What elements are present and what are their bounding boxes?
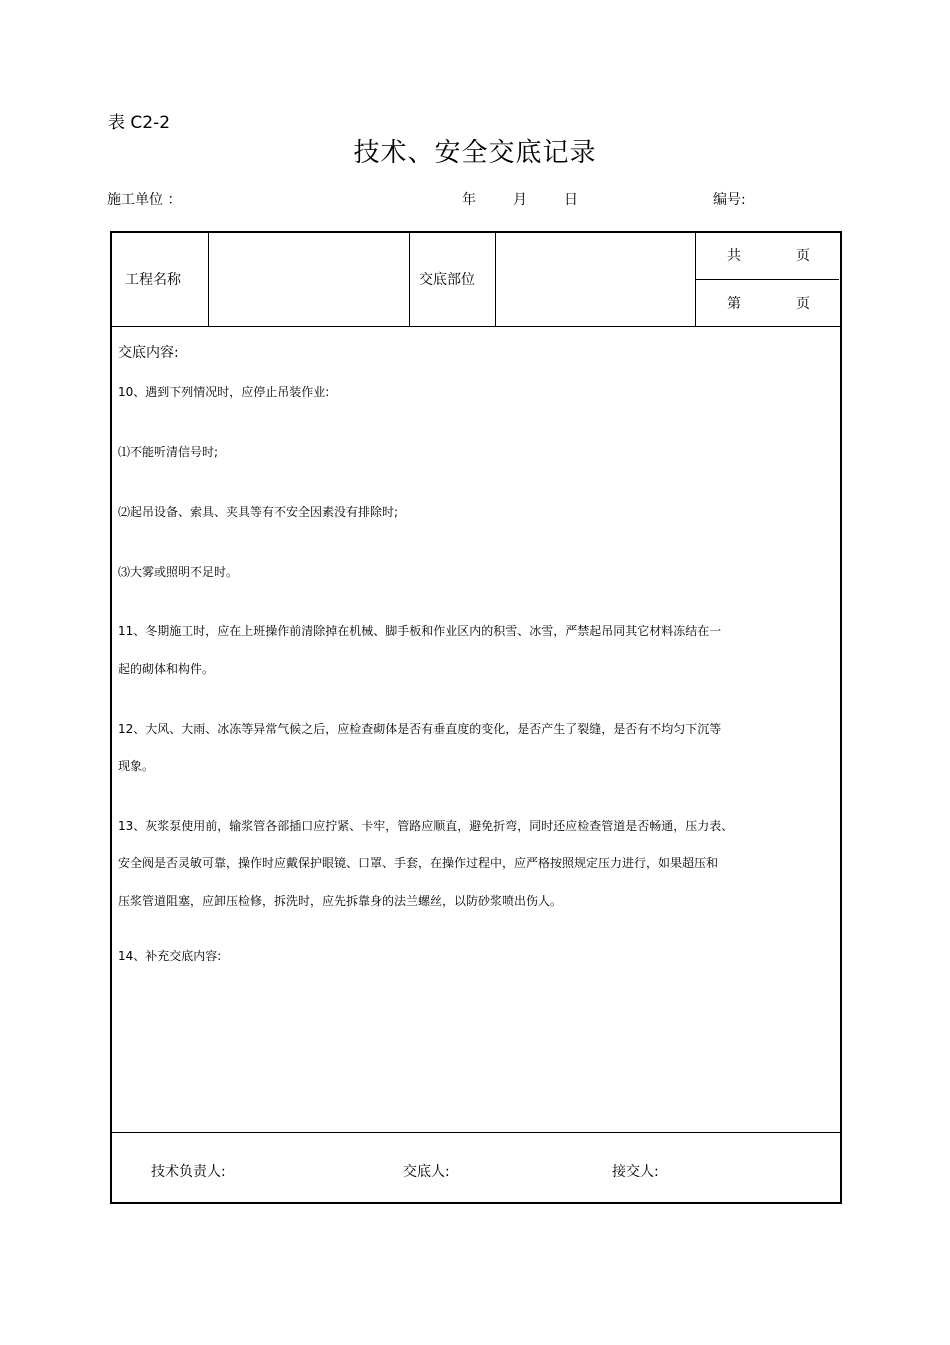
column-divider xyxy=(495,231,496,327)
total-pages-label: 共 xyxy=(727,248,741,264)
year-label: 年 xyxy=(462,192,476,208)
day-label: 日 xyxy=(564,192,578,208)
content-line: 14、补充交底内容: xyxy=(118,949,222,963)
content-line: 10、遇到下列情况时，应停止吊装作业: xyxy=(118,385,330,399)
content-line: 压浆管道阻塞，应卸压检修，拆洗时，应先拆靠身的法兰螺丝，以防砂浆喷出伤人。 xyxy=(118,894,563,908)
disclosure-location-label: 交底部位 xyxy=(419,272,475,288)
construction-unit-label: 施工单位 ： xyxy=(107,192,182,208)
discloser-label: 交底人: xyxy=(403,1164,450,1180)
content-line: ⑴不能听清信号时; xyxy=(118,445,219,459)
column-divider xyxy=(208,231,209,327)
month-label: 月 xyxy=(513,192,527,208)
form-code: 表 C2-2 xyxy=(108,113,171,133)
content-line: 安全阀是否灵敏可靠，操作时应戴保护眼镜、口罩、手套，在操作过程中，应严格按照规定压力进行，如果超压和 xyxy=(118,856,719,870)
content-line: 12、大风、大雨、冰冻等异常气候之后，应检查砌体是否有垂直度的变化，是否产生了裂缝，是否有不均匀下沉等 xyxy=(118,722,722,736)
serial-number-label: 编号: xyxy=(713,192,746,208)
project-name-label: 工程名称 xyxy=(125,272,181,288)
page-title: 技术、安全交底记录 xyxy=(353,138,597,168)
column-divider xyxy=(409,231,410,327)
tech-lead-label: 技术负责人: xyxy=(151,1164,226,1180)
row-divider xyxy=(110,326,840,327)
content-line: 起的砌体和构件。 xyxy=(118,662,215,676)
page-cell-divider xyxy=(695,279,839,280)
current-page-unit: 页 xyxy=(796,296,810,312)
content-line: ⑶大雾或照明不足时。 xyxy=(118,565,239,579)
content-line: 13、灰浆泵使用前，输浆管各部插口应拧紧、卡牢，管路应顺直，避免折弯，同时还应检查管道是否畅通，压力表、 xyxy=(118,819,734,833)
content-line: 11、冬期施工时，应在上班操作前清除掉在机械、脚手板和作业区内的积雪、冰雪，严禁起吊同其它材料冻结在一 xyxy=(118,624,722,638)
receiver-label: 接交人: xyxy=(612,1164,659,1180)
content-heading: 交底内容: xyxy=(118,345,179,361)
current-page-label: 第 xyxy=(727,296,741,312)
content-line: ⑵起吊设备、索具、夹具等有不安全因素没有排除时; xyxy=(118,505,399,519)
content-line: 现象。 xyxy=(118,759,155,773)
disclosure-form-table xyxy=(110,231,842,1204)
total-pages-unit: 页 xyxy=(796,248,810,264)
signature-row-divider xyxy=(110,1132,840,1133)
